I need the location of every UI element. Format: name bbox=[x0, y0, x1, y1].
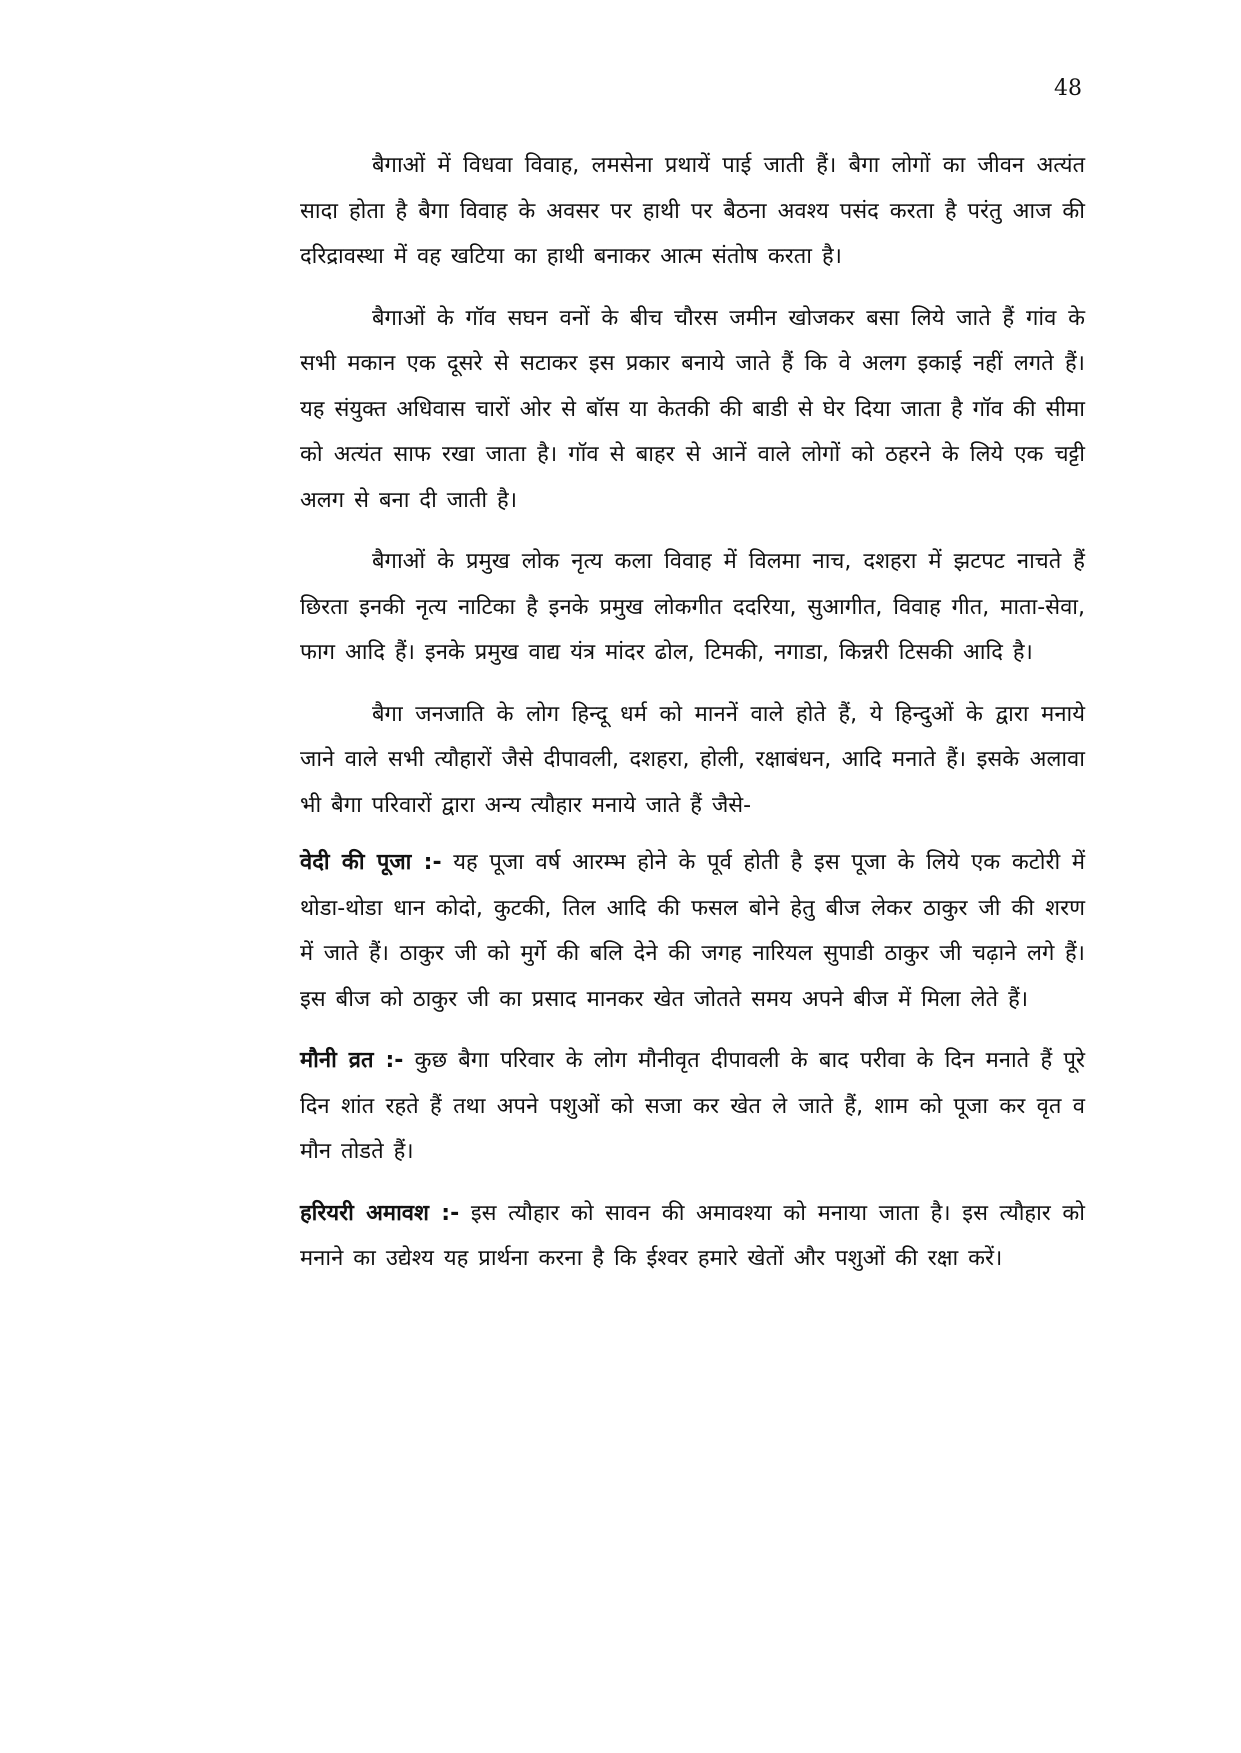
festival-text: इस त्यौहार को सावन की अमावश्या को मनाया जाता है। इस त्यौहार को मनाने का उद्येश्य यह प्रार्थना करना है कि ईश्वर हमारे खेतों और पशुओं की रक्षा करें। bbox=[300, 1200, 1085, 1271]
festival-hariyari-amavash bbox=[300, 1191, 1085, 1282]
festival-heading: हरियरी अमावश :- bbox=[300, 1200, 460, 1226]
festival-vedi-puja bbox=[300, 840, 1085, 1022]
festival-text: यह पूजा वर्ष आरम्भ होने के पूर्व होती है इस पूजा के लिये एक कटोरी में थोडा-थोडा धान कोदो, कुटकी, तिल आदि की फसल बोने हेतु बीज लेकर ठाकुर जी की शरण में जाते हैं। ठाकुर जी को मुर्गे की बलि देने की जगह नारियल सुपाडी ठाकुर जी चढ़ाने लगे हैं। इस बीज को ठाकुर जी का प्रसाद मानकर खेत जोतते समय अपने बीज में मिला लेते हैं। bbox=[300, 850, 1086, 1012]
page-number: 48 bbox=[1054, 76, 1082, 101]
paragraph-village-settlement: बैगाओं के गॉव सघन वनों के बीच चौरस जमीन खोजकर बसा लिये जाते हैं गांव के सभी मकान एक दूसरे से सटाकर इस प्रकार बनाये जाते हैं कि वे अलग इकाई नहीं लगते हैं। यह संयुक्त अधिवास चारों ओर से बॉस या केतकी की बाडी से घेर दिया जाता है गॉव की सीमा को अत्यंत साफ रखा जाता है। गॉव से बाहर से आनें वाले लोगों को ठहरने के लिये एक चट्टी अलग से बना दी जाती है। bbox=[300, 305, 1085, 513]
paragraph-festivals-intro: बैगा जनजाति के लोग हिन्दू धर्म को माननें वाले होते हैं, ये हिन्दुओं के द्वारा मनाये जाने वाले सभी त्यौहारों जैसे दीपावली, दशहरा, होली, रक्षाबंधन, आदि मनाते हैं। इसके अलावा भी बैगा परिवारों द्वारा अन्य त्यौहार मनाये जाते हैं जैसे- bbox=[300, 701, 1085, 818]
paragraph-widow-marriage: बैगाओं में विधवा विवाह, लमसेना प्रथायें पाई जाती हैं। बैगा लोगों का जीवन अत्यंत सादा होता है बैगा विवाह के अवसर पर हाथी पर बैठना अवश्य पसंद करता है परंतु आज की दरिद्रावस्था में वह खटिया का हाथी बनाकर आत्म संतोष करता है। bbox=[300, 153, 1085, 269]
festival-heading: वेदी की पूजा :- bbox=[300, 850, 442, 875]
festival-mauni-vrat bbox=[300, 1038, 1085, 1175]
page-body bbox=[300, 143, 1085, 1298]
festival-text: कुछ बैगा परिवार के लोग मौनीवृत दीपावली के बाद परीवा के दिन मनाते हैं पूरे दिन शांत रहते हैं तथा अपने पशुओं को सजा कर खेत ले जाते हैं, शाम को पूजा कर वृत व मौन तोडते हैं। bbox=[300, 1048, 1085, 1164]
paragraph-folk-dance: बैगाओं के प्रमुख लोक नृत्य कला विवाह में विलमा नाच, दशहरा में झटपट नाचते हैं छिरता इनकी नृत्य नाटिका है इनके प्रमुख लोकगीत ददरिया, सुआगीत, विवाह गीत, माता-सेवा, फाग आदि हैं। इनके प्रमुख वाद्य यंत्र मांदर ढोल, टिमकी, नगाडा, किन्नरी टिसकी आदि है। bbox=[300, 549, 1085, 665]
festival-heading: मौनी व्रत :- bbox=[300, 1048, 404, 1073]
